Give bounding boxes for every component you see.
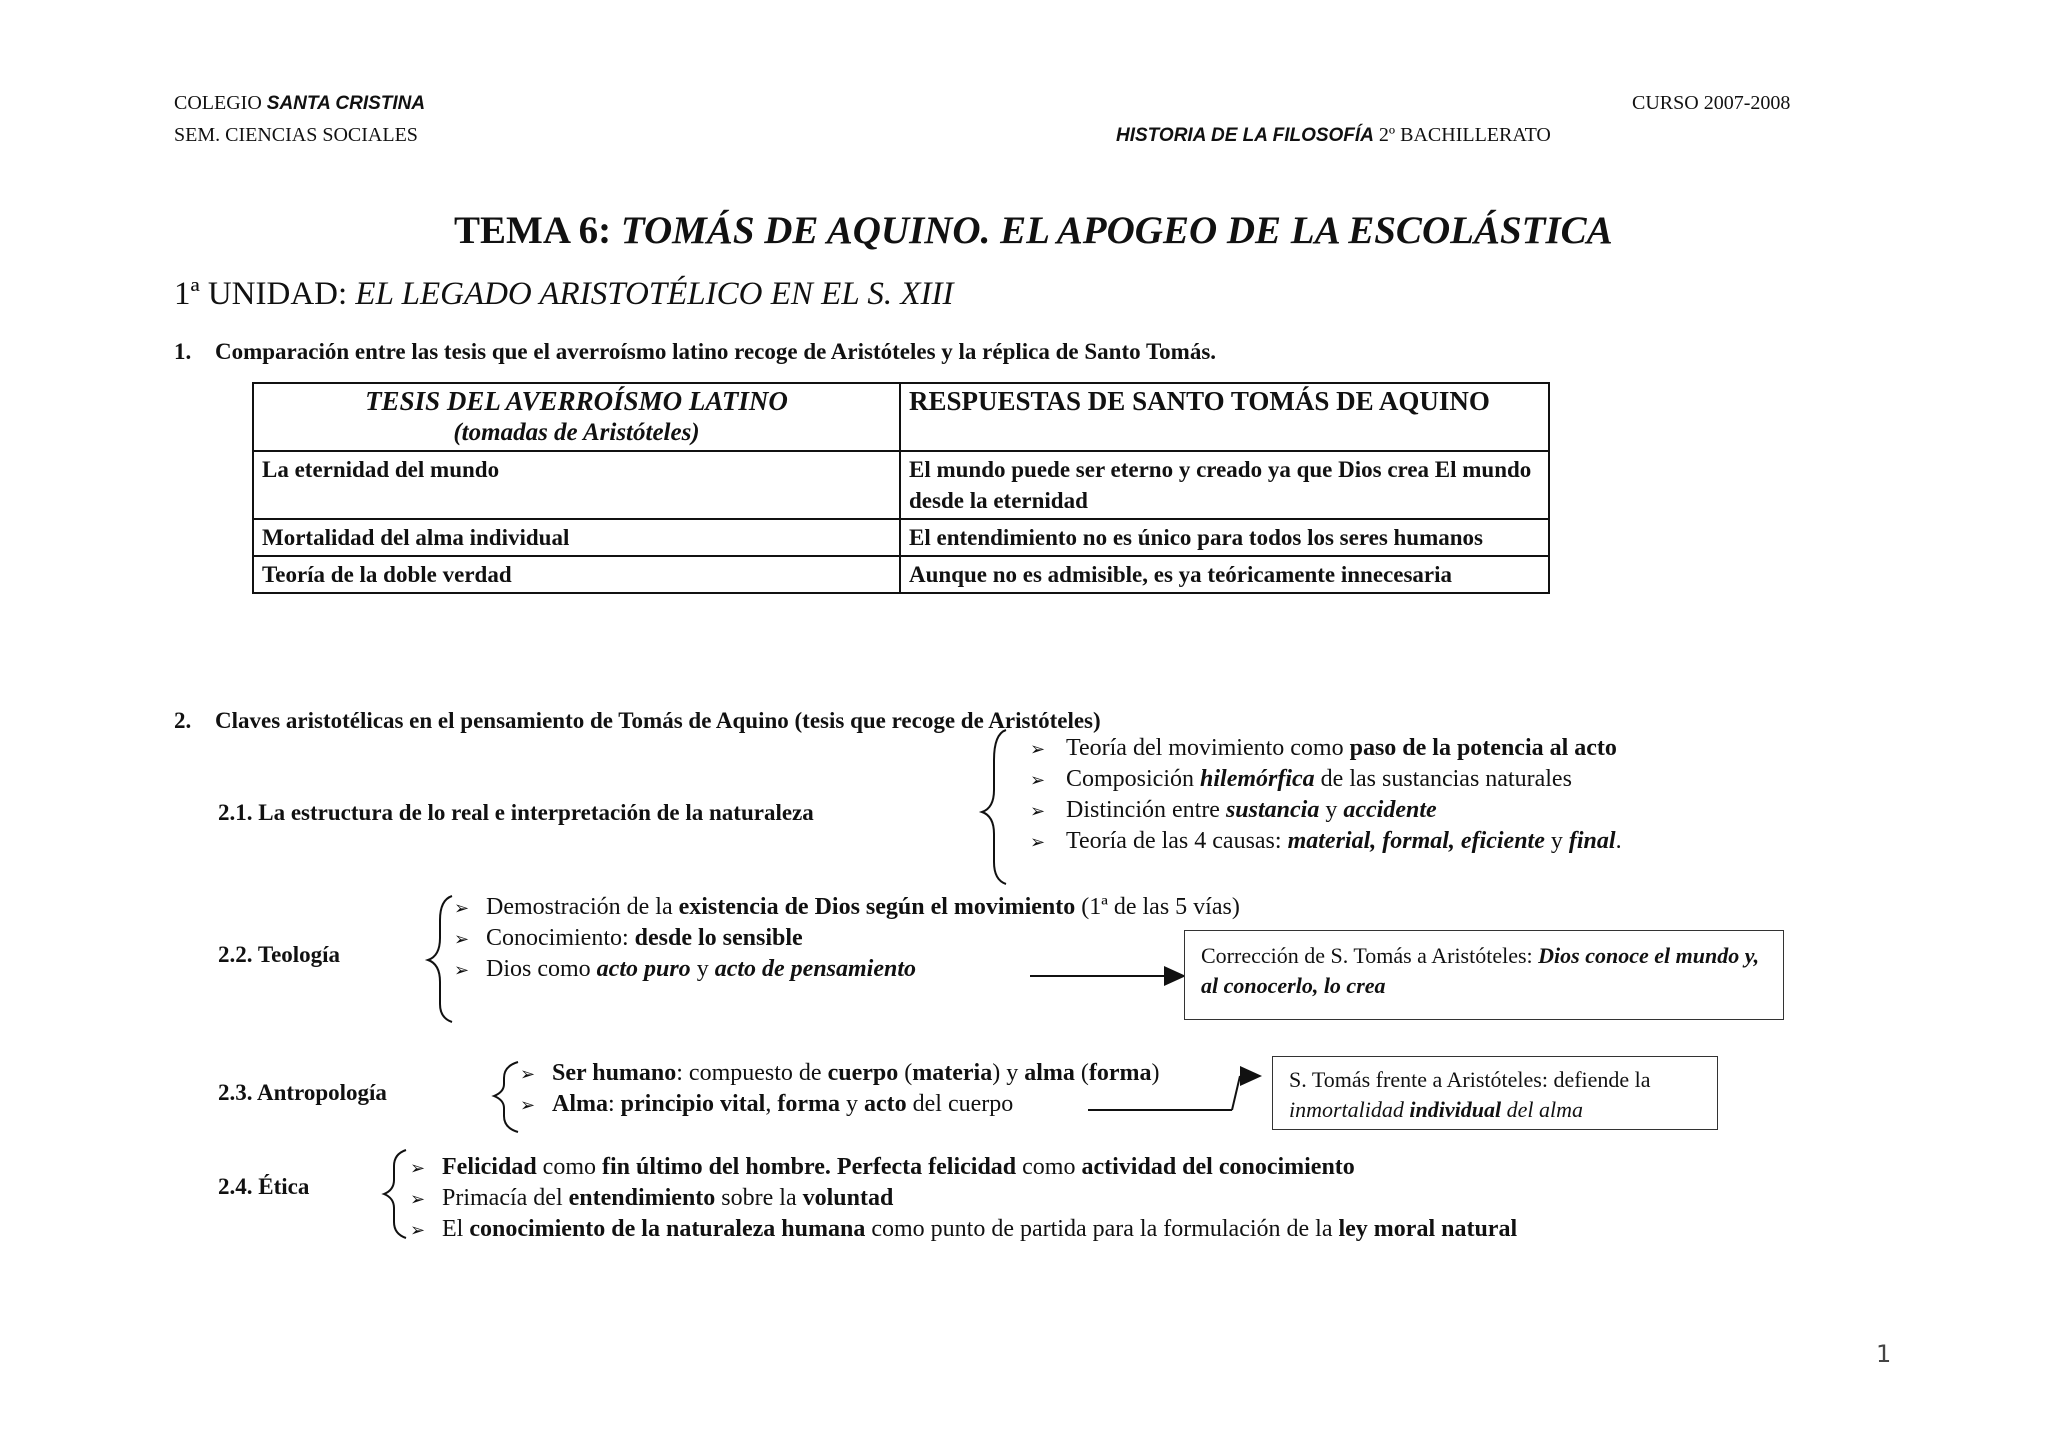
s22-bullets xyxy=(454,892,1240,985)
col1-header-sub: (tomadas de Aristóteles) xyxy=(453,419,700,446)
text: como xyxy=(536,1154,602,1180)
arrow-bullet-icon: ➢ xyxy=(520,1095,536,1115)
school-name: SANTA CRISTINA xyxy=(266,93,426,114)
section2-title: Claves aristotélicas en el pensamiento de Tomás de Aquino (tesis que recoge de Aristóteles) xyxy=(215,708,1101,733)
text-bold-italic: material, formal, eficiente xyxy=(1287,828,1545,854)
text: Composición xyxy=(1066,766,1201,792)
text-bold-italic: acto de pensamiento xyxy=(714,956,917,982)
text-bold: materia xyxy=(912,1060,993,1086)
title-main: TOMÁS DE AQUINO. EL APOGEO DE LA ESCOLÁSTICA xyxy=(620,209,1613,252)
table-cell-thesis: Teoría de la doble verdad xyxy=(253,556,900,593)
arrow-bullet-icon: ➢ xyxy=(454,960,470,980)
s23-label: 2.3. Antropología xyxy=(218,1080,387,1105)
school-line xyxy=(174,92,425,115)
arrow-2-3-connector xyxy=(1232,1076,1240,1110)
section2-number: 2. xyxy=(174,708,192,733)
s23-bullets xyxy=(520,1058,1160,1120)
comparison-table xyxy=(252,382,1550,594)
text: y xyxy=(840,1091,864,1117)
text: Teoría de las 4 causas: xyxy=(1066,828,1288,854)
text-bold: ley moral natural xyxy=(1338,1216,1518,1242)
table-cell-reply: El entendimiento no es único para todos los seres humanos xyxy=(900,519,1549,556)
text-italic: del alma xyxy=(1501,1097,1583,1122)
text: : compuesto de xyxy=(676,1060,828,1086)
school-prefix: COLEGIO xyxy=(174,92,262,114)
list-item xyxy=(520,1058,1160,1089)
text: El xyxy=(442,1216,470,1242)
text-bold: principio vital xyxy=(620,1091,766,1117)
text-bold: Alma xyxy=(552,1091,608,1117)
arrow-bullet-icon: ➢ xyxy=(1030,770,1046,790)
page-title xyxy=(454,208,1613,253)
text: y xyxy=(1319,797,1344,823)
text-bold-italic: individual xyxy=(1409,1097,1502,1122)
text-bold: alma xyxy=(1024,1060,1075,1086)
text-bold: fin último del hombre. Perfecta felicidad xyxy=(602,1154,1017,1180)
text: de las sustancias naturales xyxy=(1314,766,1572,792)
table-cell-reply: Aunque no es admisible, es ya teóricamente innecesaria xyxy=(900,556,1549,593)
text: Teoría del movimiento como xyxy=(1066,735,1350,761)
list-item xyxy=(1030,733,1622,764)
list-item xyxy=(1030,795,1622,826)
brace-2-3 xyxy=(494,1062,518,1132)
text: Distinción entre xyxy=(1066,797,1226,823)
col1-header-title: TESIS DEL AVERROÍSMO LATINO xyxy=(365,386,788,416)
brace-2-1 xyxy=(982,730,1006,884)
text-bold: Felicidad xyxy=(442,1154,537,1180)
table-cell-thesis: La eternidad del mundo xyxy=(253,451,900,519)
list-item xyxy=(1030,764,1622,795)
text: Demostración de la xyxy=(486,894,679,920)
s21-bullets xyxy=(1030,733,1622,857)
department: SEM. CIENCIAS SOCIALES xyxy=(174,124,418,146)
text-italic: inmortalidad xyxy=(1289,1097,1404,1122)
table-row xyxy=(253,556,1549,593)
text-bold: desde lo sensible xyxy=(634,925,803,951)
s23-immortality-box xyxy=(1272,1056,1718,1130)
s21-label: 2.1. La estructura de lo real e interpretación de la naturaleza xyxy=(218,800,814,825)
table-header-row xyxy=(253,383,1549,451)
course: CURSO 2007-2008 xyxy=(1632,92,1791,114)
text: , xyxy=(765,1091,778,1117)
arrow-bullet-icon: ➢ xyxy=(410,1189,426,1209)
text-bold: existencia de Dios según el movimiento xyxy=(678,894,1076,920)
level: 2º BACHILLERATO xyxy=(1378,124,1551,146)
text: : xyxy=(608,1091,621,1117)
list-item xyxy=(410,1152,1517,1183)
s24-bullets xyxy=(410,1152,1517,1245)
page-number: 1 xyxy=(1876,1340,1892,1368)
text-bold: voluntad xyxy=(802,1185,894,1211)
section1-number: 1. xyxy=(174,339,192,364)
text-bold-italic: final xyxy=(1568,828,1616,854)
arrow-bullet-icon: ➢ xyxy=(454,898,470,918)
text: y xyxy=(690,956,715,982)
text: ) y xyxy=(992,1060,1025,1086)
text: ) xyxy=(1151,1060,1160,1086)
text-bold: actividad del conocimiento xyxy=(1081,1154,1355,1180)
text: y xyxy=(1544,828,1569,854)
text-bold: conocimiento de la naturaleza humana xyxy=(469,1216,866,1242)
unit-prefix: 1ª UNIDAD: xyxy=(174,276,348,312)
text-bold-italic: hilemórfica xyxy=(1200,766,1315,792)
unit-main: EL LEGADO ARISTOTÉLICO EN EL S. XIII xyxy=(355,276,954,312)
table-cell-thesis: Mortalidad del alma individual xyxy=(253,519,900,556)
subject: HISTORIA DE LA FILOSOFÍA xyxy=(1116,125,1374,146)
arrow-2-3-head xyxy=(1240,1066,1262,1086)
text: ( xyxy=(1074,1060,1089,1086)
text-bold: forma xyxy=(1088,1060,1152,1086)
col2-header: RESPUESTAS DE SANTO TOMÁS DE AQUINO xyxy=(900,383,1549,451)
s22-label: 2.2. Teología xyxy=(218,942,341,967)
arrow-bullet-icon: ➢ xyxy=(1030,832,1046,852)
text-bold: Ser humano xyxy=(552,1060,677,1086)
subject-line xyxy=(1116,124,1551,147)
list-item xyxy=(520,1089,1160,1120)
text: del cuerpo xyxy=(906,1091,1014,1117)
brace-2-4 xyxy=(384,1150,406,1238)
table-row xyxy=(253,451,1549,519)
list-item xyxy=(454,954,1240,985)
brace-2-2 xyxy=(428,896,452,1022)
text: Dios como xyxy=(486,956,597,982)
s22-correction-box xyxy=(1184,930,1784,1020)
text-bold-italic: Dios conoce el mundo y, al conocerlo, lo crea xyxy=(1201,943,1760,998)
text: como xyxy=(1016,1154,1082,1180)
table-cell-reply: El mundo puede ser eterno y creado ya que Dios crea El mundo desde la eternidad xyxy=(900,451,1549,519)
text-bold: entendimiento xyxy=(568,1185,716,1211)
arrow-bullet-icon: ➢ xyxy=(410,1220,426,1240)
arrow-bullet-icon: ➢ xyxy=(1030,801,1046,821)
s24-label: 2.4. Ética xyxy=(218,1174,310,1199)
text-bold: acto xyxy=(864,1091,907,1117)
section1-heading xyxy=(174,339,1216,365)
title-prefix: TEMA 6: xyxy=(454,209,612,252)
text: Primacía del xyxy=(442,1185,569,1211)
list-item xyxy=(454,923,1240,954)
section2-heading xyxy=(174,708,1101,734)
text-bold-italic: sustancia xyxy=(1225,797,1320,823)
arrow-bullet-icon: ➢ xyxy=(1030,739,1046,759)
arrow-bullet-icon: ➢ xyxy=(410,1158,426,1178)
list-item xyxy=(410,1183,1517,1214)
unit-heading xyxy=(174,276,953,313)
text-bold-italic: acto puro xyxy=(596,956,691,982)
text-bold-italic: accidente xyxy=(1343,797,1437,823)
list-item xyxy=(1030,826,1622,857)
table-row xyxy=(253,519,1549,556)
col1-header xyxy=(253,383,900,451)
text-bold: forma xyxy=(777,1091,840,1117)
text: ( xyxy=(898,1060,913,1086)
text: (1ª de las 5 vías) xyxy=(1075,894,1240,920)
text: S. Tomás frente a Aristóteles: defiende la xyxy=(1289,1067,1651,1092)
text: . xyxy=(1615,828,1622,854)
text-bold: cuerpo xyxy=(827,1060,899,1086)
arrow-bullet-icon: ➢ xyxy=(520,1064,536,1084)
list-item xyxy=(454,892,1240,923)
text: Corrección de S. Tomás a Aristóteles: xyxy=(1201,943,1539,968)
text: sobre la xyxy=(715,1185,803,1211)
text: como punto de partida para la formulación de la xyxy=(865,1216,1339,1242)
text-bold: paso de la potencia al acto xyxy=(1349,735,1617,761)
text: Conocimiento: xyxy=(486,925,635,951)
section1-title: Comparación entre las tesis que el averroísmo latino recoge de Aristóteles y la réplica de Santo Tomás. xyxy=(215,339,1217,364)
arrow-bullet-icon: ➢ xyxy=(454,929,470,949)
list-item xyxy=(410,1214,1517,1245)
